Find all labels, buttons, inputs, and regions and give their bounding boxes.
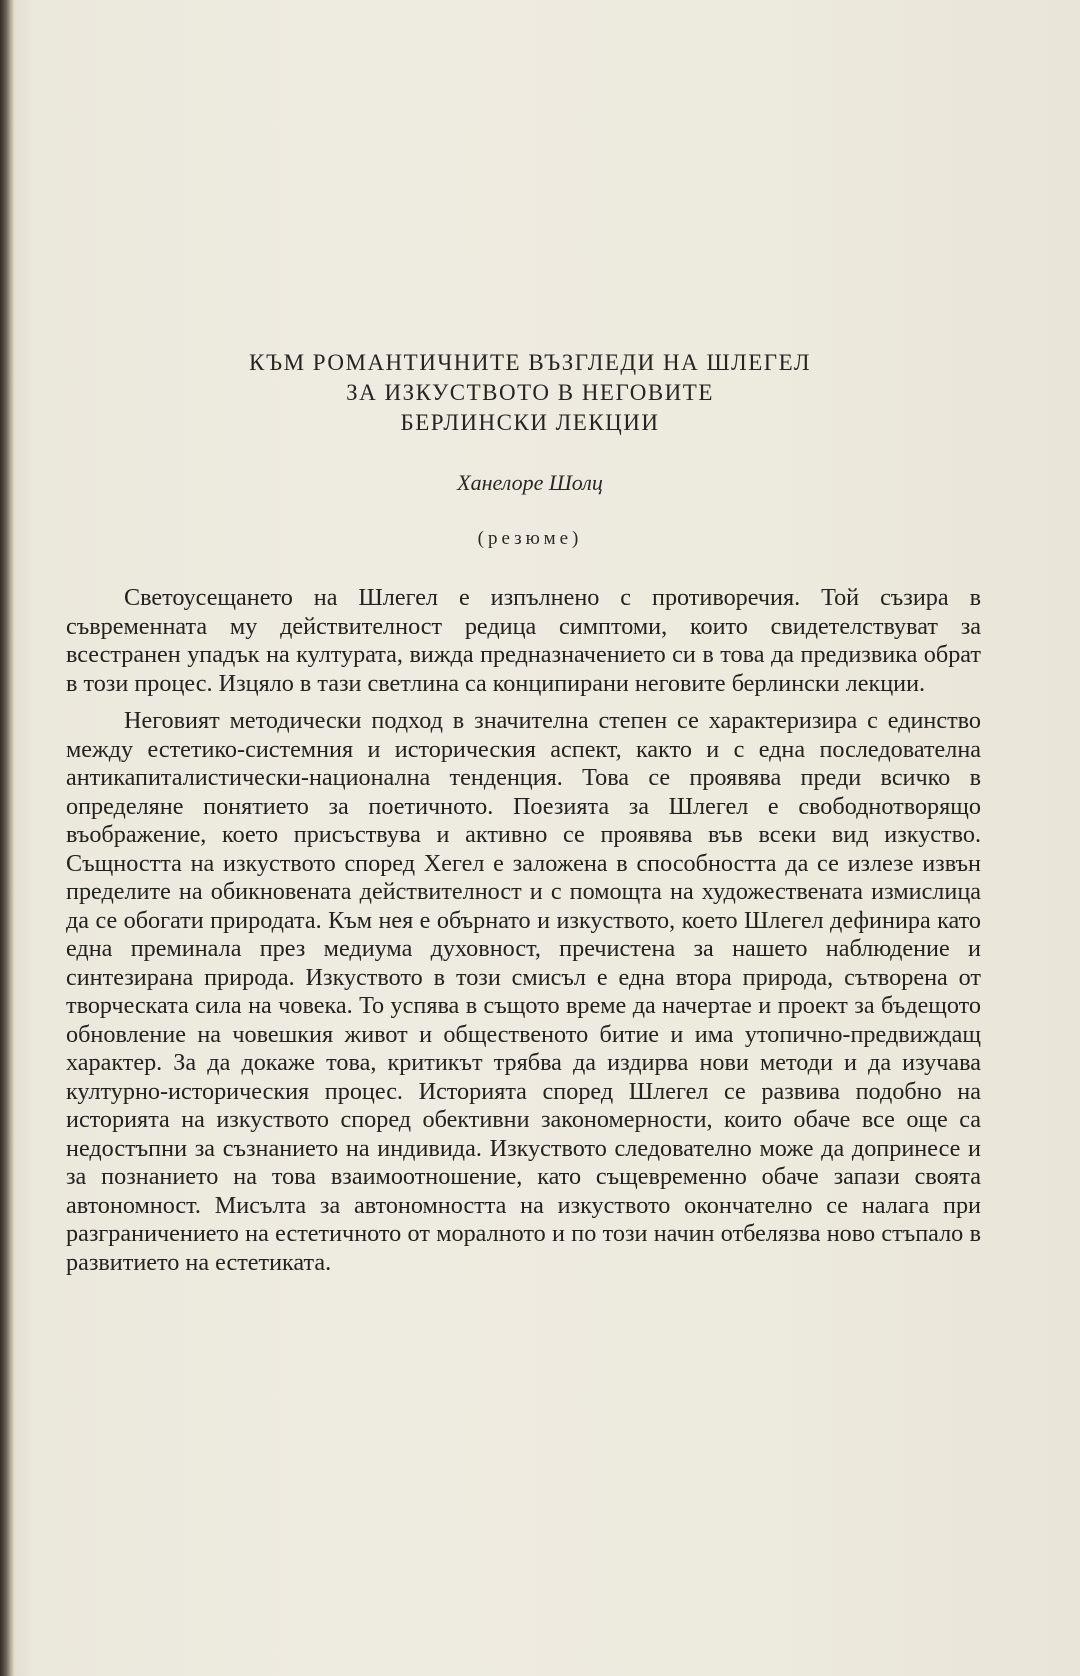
article-body bbox=[66, 584, 981, 1277]
paragraph: Неговият методически подход в значителна степен се характеризира с единство между естетико-системния и историческия аспект, както и с една последователна антикапиталистически-национална тенденция. Това се проявява преди всичко в определяне понятието за поетичното. Поезията за Шлегел е свободнотворящо въображение, което присъствува и активно се проявява във всеки вид изкуство. Същността на изкуството според Хегел е заложена в способността да се излезе извън пределите на обикновената действителност и с помощта на художествената измислица да се обогати природата. Към нея е обърнато и изкуството, което Шлегел дефинира като една преминала през медиума духовност, пречистена за нашето наблюдение и синтезирана природа. Изкуството в този смисъл е една втора природа, сътворена от творческата сила на човека. То успява в същото време да начертае и проект за бъдещото обновление на човешкия живот и общественото битие и има утопично-предвиждащ характер. За да докаже това, критикът трябва да издирва нови методи и да изучава културно-историческия процес. Историята според Шлегел се развива подобно на историята на изкуството според обективни закономерности, които обаче все още са недостъпни за съзнанието на индивида. Изкуството следователно може да допринесе и за познанието на това взаимоотношение, като същевременно обаче запази своята автономност. Мисълта за автономността на изкуството окончателно се налага при разграничението на естетичното от моралното и по този начин отбелязва ново стъпало в развитието на естетиката. bbox=[66, 707, 981, 1276]
paragraph: Светоусещането на Шлегел е изпълнено с противоречия. Той съзира в съвременната му действителност редица симптоми, които свидетелствуват за всестранен упадък на културата, вижда предназначението си в това да предизвика обрат в този процес. Изцяло в тази светлина са конципирани неговите берлински лекции. bbox=[66, 584, 981, 697]
title-line: БЕРЛИНСКИ ЛЕКЦИИ bbox=[400, 410, 660, 435]
summary-label: (резюме) bbox=[477, 528, 583, 549]
title-line: КЪМ РОМАНТИЧНИТЕ ВЪЗГЛЕДИ НА ШЛЕГЕЛ bbox=[249, 350, 811, 375]
book-spine-edge bbox=[0, 0, 14, 1676]
author-name: Ханелоре Шолц bbox=[457, 470, 603, 495]
article-title bbox=[150, 348, 910, 438]
title-line: ЗА ИЗКУСТВОТО В НЕГОВИТЕ bbox=[346, 380, 714, 405]
